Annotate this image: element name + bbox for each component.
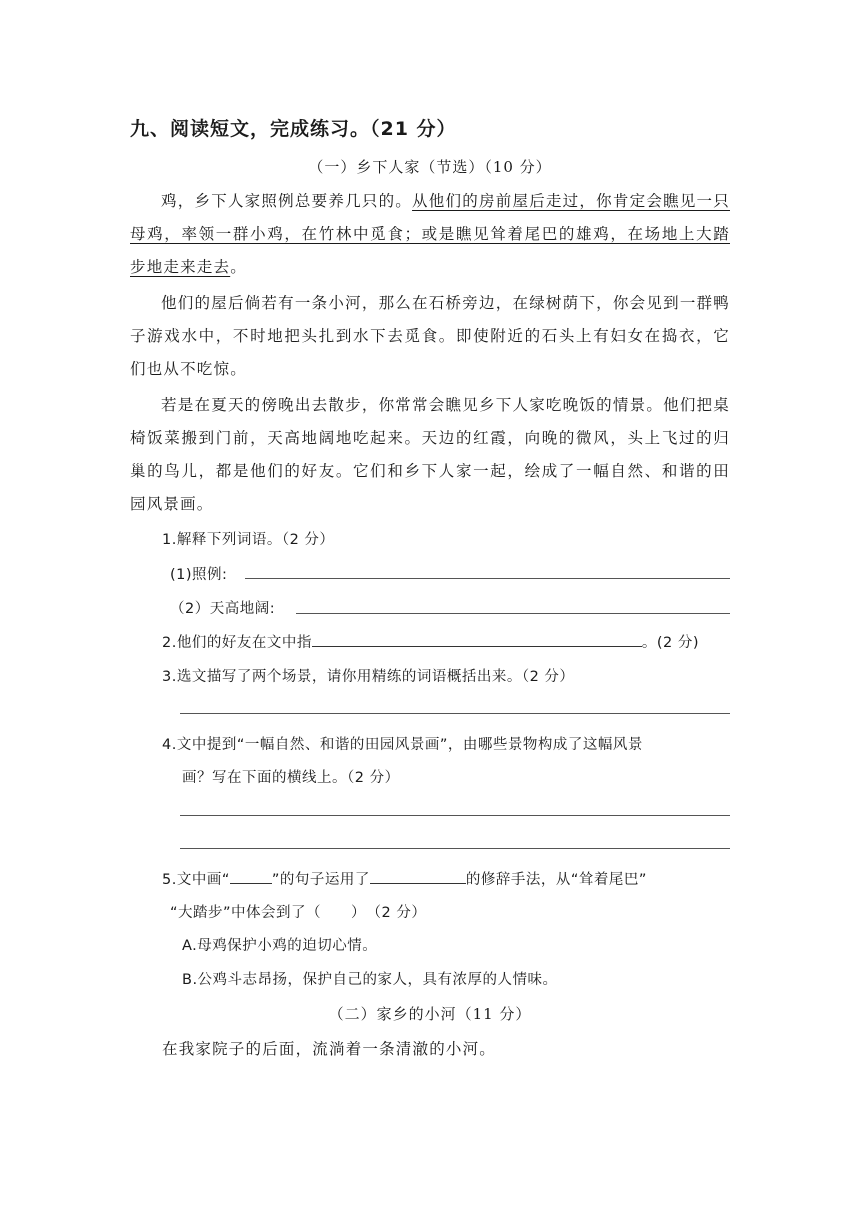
answer-line-4b[interactable] <box>180 848 730 849</box>
p1-lead-text: 鸡，乡下人家照例总要养几只的。 <box>161 192 413 210</box>
passage1-paragraph-2: 他们的屋后倘若有一条小河，那么在石桥旁边，在绿树荫下，你会见到一群鸭子游戏水中，不时地把头扎到水下去觅食。即使附近的石头上有妇女在捣衣，它们也从不吃惊。 <box>130 294 730 378</box>
question-1b-label: （2）天高地阔: <box>170 601 276 617</box>
question-4-line-1: 4.文中提到“一幅自然、和谐的田园风景画”，由哪些景物构成了这幅风景 <box>162 737 643 753</box>
answer-blank-5a[interactable] <box>230 869 272 884</box>
question-4-line-2: 画？写在下面的横线上。（2 分） <box>182 770 400 786</box>
option-a[interactable]: A.母鸡保护小鸡的迫切心情。 <box>182 938 378 954</box>
passage1-paragraph-1 <box>130 185 730 284</box>
answer-line-3[interactable] <box>180 713 730 714</box>
answer-line-1a[interactable] <box>245 578 730 579</box>
p1-underlined-sentence: 从他们的房前屋后走过，你肯定会瞧见一只母鸡，率领一群小鸡，在竹林中觅食；或是瞧见耸着尾巴的雄鸡，在场地上大踏步地走来走去 <box>130 192 730 276</box>
question-2 <box>162 631 699 652</box>
option-b[interactable]: B.公鸡斗志昂扬，保护自己的家人，具有浓厚的人情味。 <box>182 972 558 988</box>
question-5-part-a: 5.文中画“ <box>162 872 230 888</box>
question-2-suffix: 。(2 分) <box>641 635 699 651</box>
answer-blank-2[interactable] <box>312 632 642 647</box>
passage1-title: （一）乡下人家（节选）（10 分） <box>308 158 552 176</box>
question-1: 1.解释下列词语。（2 分） <box>162 532 335 548</box>
p1-end-text: 。 <box>230 258 247 276</box>
passage1-paragraph-3: 若是在夏天的傍晚出去散步，你常常会瞧见乡下人家吃晚饭的情景。他们把桌椅饭菜搬到门前，天高地阔地吃起来。天边的红霞，向晚的微风，头上飞过的归巢的鸟儿，都是他们的好友。它们和乡下人家一起，绘成了一幅自然、和谐的田园风景画。 <box>130 396 730 513</box>
question-2-prefix: 2.他们的好友在文中指 <box>162 635 312 651</box>
passage2-title: （二）家乡的小河（11 分） <box>328 1005 532 1023</box>
question-5-line-2: “大踏步”中体会到了（ ） （2 分） <box>170 905 427 921</box>
section-heading: 九、阅读短文，完成练习。（21 分） <box>130 118 457 140</box>
answer-line-4a[interactable] <box>180 815 730 816</box>
question-5-line-1 <box>162 868 647 889</box>
passage2-first-line: 在我家院子的后面，流淌着一条清澈的小河。 <box>162 1040 497 1058</box>
question-3: 3.选文描写了两个场景，请你用精练的词语概括出来。（2 分） <box>162 669 575 685</box>
answer-line-1b[interactable] <box>296 613 730 614</box>
answer-blank-5b[interactable] <box>370 869 466 884</box>
question-5-part-b: ”的句子运用了 <box>271 872 370 888</box>
question-1a-label: (1)照例: <box>170 567 228 583</box>
question-5-part-c: 的修辞手法，从“耸着尾巴” <box>465 872 647 888</box>
